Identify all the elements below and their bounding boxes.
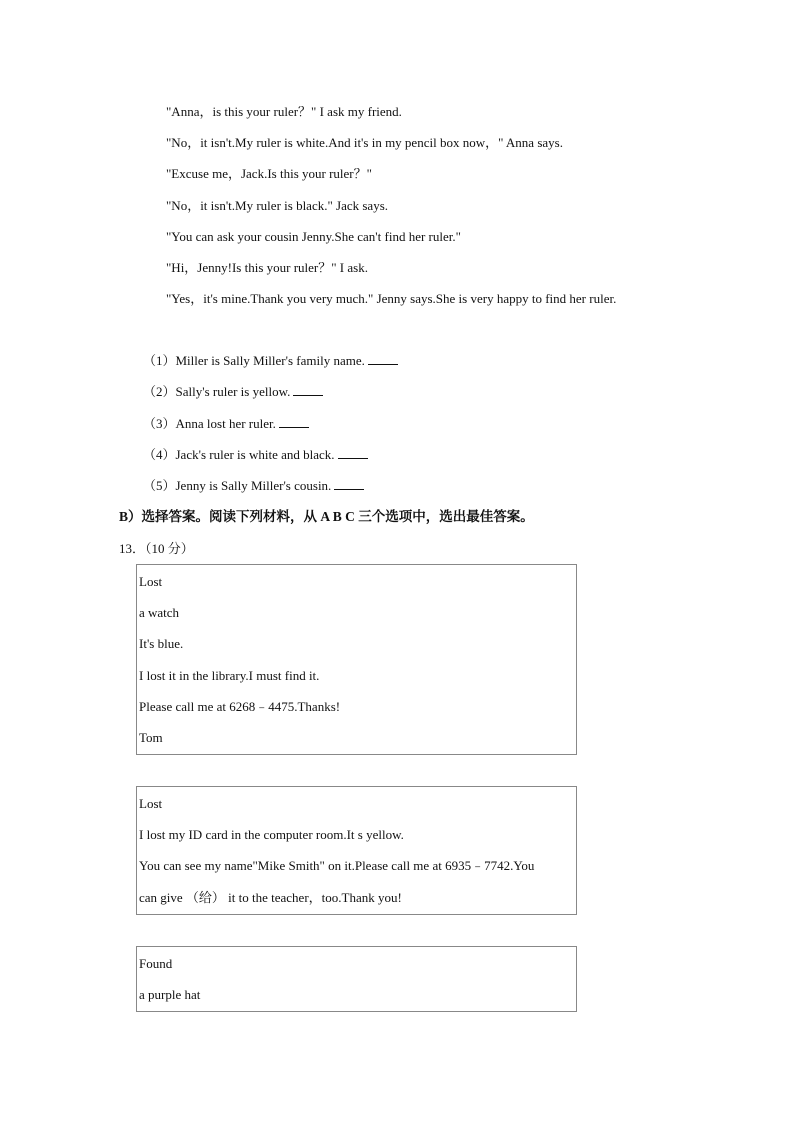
notice-box-lost-watch <box>136 564 577 755</box>
notice-line: I lost it in the library.I must find it. <box>139 667 320 683</box>
notice-line: a purple hat <box>139 987 201 1003</box>
passage-line: "No，it isn't.My ruler is black." Jack says. <box>166 197 389 213</box>
passage-line: "No，it isn't.My ruler is white.And it's in my pencil box now，" Anna says. <box>166 135 563 151</box>
question-number: 13．（10 分） <box>119 541 194 556</box>
passage-line: "Yes，it's mine.Thank you very much." Jenny says.She is very happy to find her ruler. <box>166 291 617 307</box>
question-item <box>143 383 643 414</box>
question-item <box>143 477 643 508</box>
question-item <box>143 415 643 446</box>
question-item <box>143 446 643 477</box>
passage-line: "Excuse me，Jack.Is this your ruler？" <box>166 166 372 182</box>
notice-line: Tom <box>139 729 163 745</box>
passage-line: "Anna，is this your ruler？" I ask my friend. <box>166 104 402 119</box>
notice-box-lost-id-card <box>136 786 577 915</box>
notice-line: Lost <box>139 796 163 811</box>
answer-blank[interactable] <box>338 446 368 459</box>
question-text: （4）Jack's ruler is white and black. <box>143 446 335 462</box>
notice-box-found-hat <box>136 946 577 1012</box>
passage-line: "Hi，Jenny!Is this your ruler？" I ask. <box>166 259 368 275</box>
question-text: （2）Sally's ruler is yellow. <box>143 384 291 400</box>
answer-blank[interactable] <box>293 383 323 396</box>
question-text: （3）Anna lost her ruler. <box>143 415 276 431</box>
notice-line: a watch <box>139 605 180 621</box>
passage-line: "You can ask your cousin Jenny.She can't find her ruler." <box>166 228 461 244</box>
notice-line: You can see my name"Mike Smith" on it.Please call me at 6935﹣7742.You <box>139 858 535 874</box>
notice-line: I lost my ID card in the computer room.It s yellow. <box>139 827 404 843</box>
reading-passage <box>166 103 726 321</box>
notice-line: can give （给） it to the teacher，too.Thank you! <box>139 889 402 905</box>
notice-line: It's blue. <box>139 636 184 652</box>
question-text: （1）Miller is Sally Miller's family name. <box>143 353 365 368</box>
notice-line: Please call me at 6268﹣4475.Thanks! <box>139 698 341 714</box>
question-text: （5）Jenny is Sally Miller's cousin. <box>143 478 332 494</box>
question-item <box>143 352 643 383</box>
notice-line: Found <box>139 956 173 971</box>
true-false-questions <box>143 352 643 508</box>
notice-line: Lost <box>139 574 163 589</box>
answer-blank[interactable] <box>334 477 364 490</box>
answer-blank[interactable] <box>368 352 398 365</box>
answer-blank[interactable] <box>279 415 309 428</box>
section-heading: B）选择答案。阅读下列材料，从 A B C 三个选项中，选出最佳答案。 <box>119 509 534 524</box>
